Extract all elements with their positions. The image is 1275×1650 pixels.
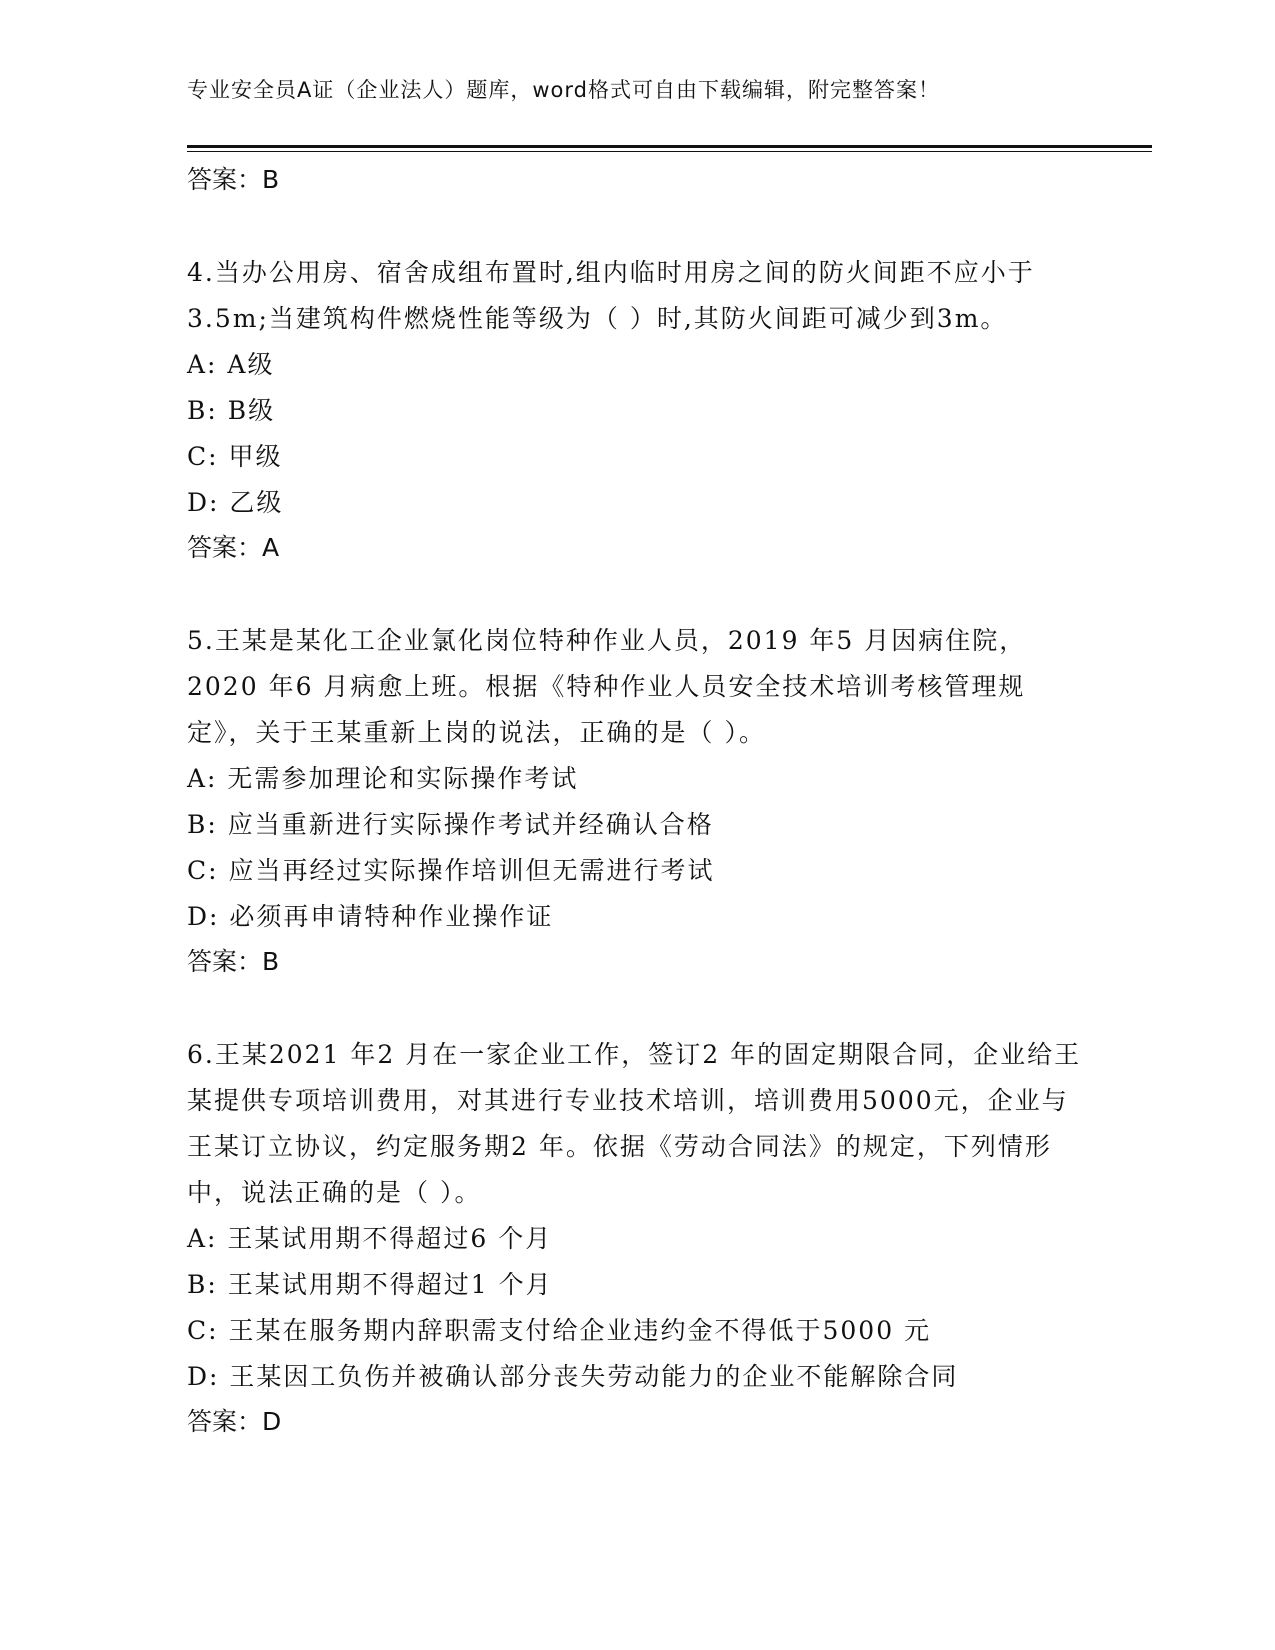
answer: 答案：D bbox=[187, 1407, 282, 1436]
page-header: 专业安全员A证（企业法人）题库，word格式可自由下载编辑，附完整答案！ bbox=[187, 78, 940, 102]
question-block-6 bbox=[187, 1032, 1092, 1444]
option-d: D: 必须再申请特种作业操作证 bbox=[187, 902, 554, 931]
option-b: B: B级 bbox=[187, 396, 276, 425]
question-block-4 bbox=[187, 250, 1092, 570]
spacer bbox=[187, 984, 1092, 1032]
header-divider-thick bbox=[187, 145, 1152, 148]
option-c: C: 应当再经过实际操作培训但无需进行考试 bbox=[187, 856, 715, 885]
option-d: D: 乙级 bbox=[187, 488, 284, 517]
option-b: B: 王某试用期不得超过1 个月 bbox=[187, 1270, 553, 1299]
previous-answer: 答案：B bbox=[187, 165, 280, 194]
question-block-5 bbox=[187, 618, 1092, 984]
spacer bbox=[187, 202, 1092, 250]
option-c: C: 甲级 bbox=[187, 442, 283, 471]
answer: 答案：B bbox=[187, 947, 280, 976]
question-list bbox=[187, 158, 1092, 1444]
spacer bbox=[187, 570, 1092, 618]
question-text: 5.王某是某化工企业氯化岗位特种作业人员，2019 年5 月因病住院，2020 年6 月病愈上班。根据《特种作业人员安全技术培训考核管理规定》，关于王某重新上岗的说法，正确的是（ ）。 bbox=[187, 626, 1027, 747]
option-a: A: A级 bbox=[187, 350, 275, 379]
question-text: 4.当办公用房、宿舍成组布置时,组内临时用房之间的防火间距不应小于3.5m;当建筑构件燃烧性能等级为（ ）时,其防火间距可减少到3m。 bbox=[187, 258, 1035, 333]
header-divider-thin bbox=[187, 151, 1152, 152]
option-a: A: 王某试用期不得超过6 个月 bbox=[187, 1224, 553, 1253]
option-a: A: 无需参加理论和实际操作考试 bbox=[187, 764, 579, 793]
option-d: D: 王某因工负伤并被确认部分丧失劳动能力的企业不能解除合同 bbox=[187, 1362, 959, 1391]
option-b: B: 应当重新进行实际操作考试并经确认合格 bbox=[187, 810, 714, 839]
question-text: 6.王某2021 年2 月在一家企业工作，签订2 年的固定期限合同，企业给王某提供专项培训费用，对其进行专业技术培训，培训费用5000元，企业与王某订立协议，约定服务期2 年。依据《劳动合同法》的规定，下列情形中，说法正确的是（ ）。 bbox=[187, 1040, 1082, 1207]
option-c: C: 王某在服务期内辞职需支付给企业违约金不得低于5000 元 bbox=[187, 1316, 932, 1345]
answer: 答案：A bbox=[187, 533, 280, 562]
